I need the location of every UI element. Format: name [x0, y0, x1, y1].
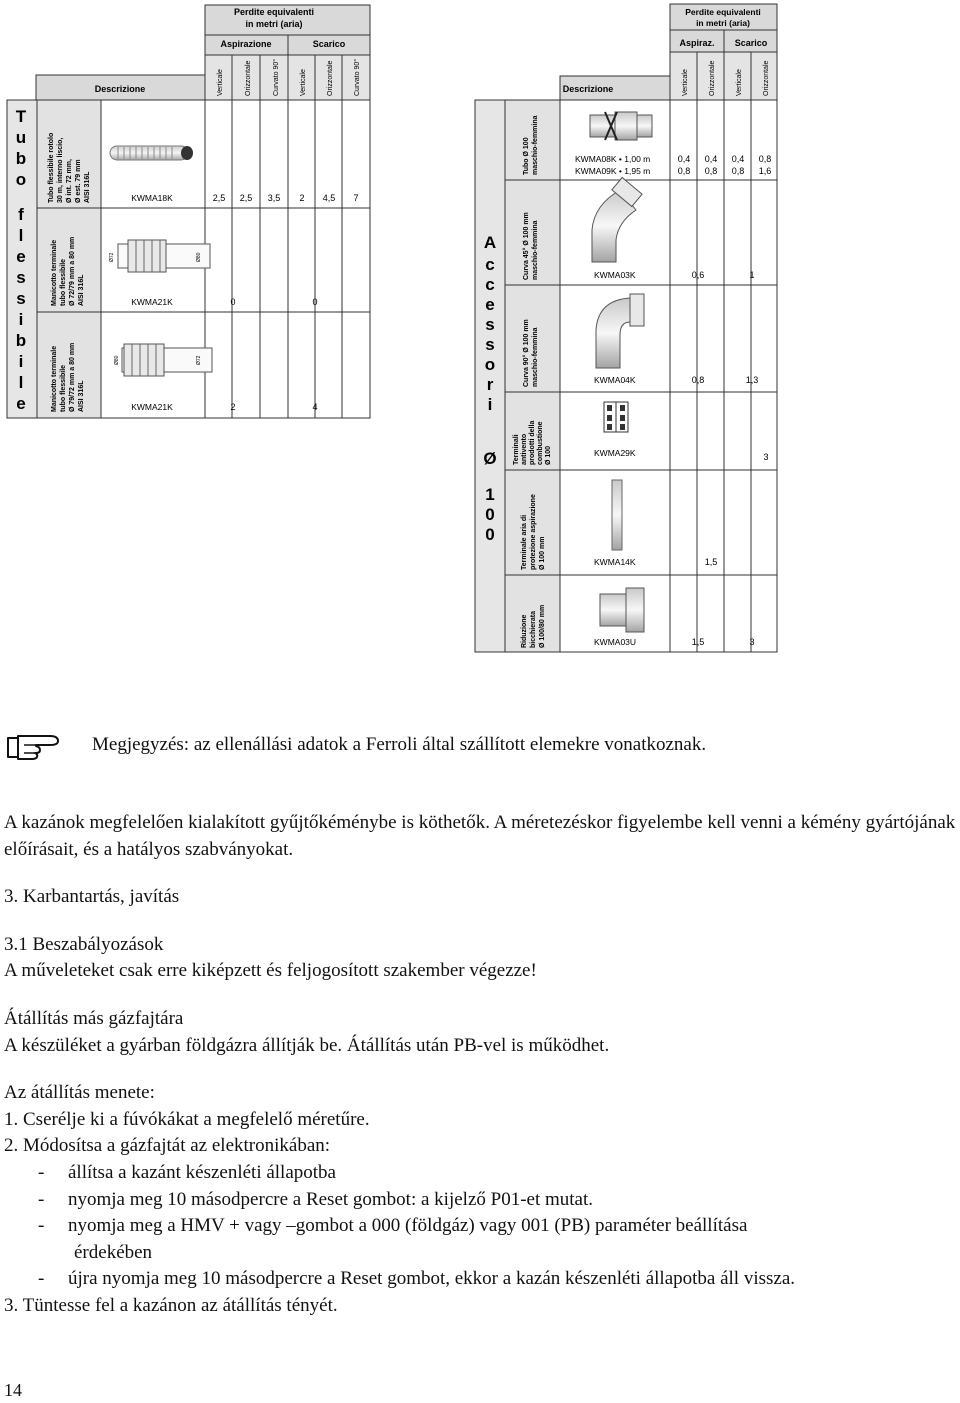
intro-paragraph: A kazánok megfelelően kialakított gyűjtőkéménybe is köthetők. A méretezéskor figyelembe kell venni a kémény gyártójának előírásait, és a hatályos szabványokat. — [4, 812, 956, 860]
air-terminal-illustration — [612, 480, 622, 550]
right-side-letter: 0 — [485, 525, 495, 544]
procedure-substep — [4, 1187, 956, 1214]
right-group-scarico: Scarico — [734, 38, 768, 48]
left-row-desc: AISI 316L — [84, 171, 91, 203]
procedure-substep — [4, 1160, 956, 1187]
left-side-letter: s — [16, 268, 26, 287]
left-side-letter: l — [18, 226, 24, 245]
section-3-1-text: A műveleteket csak erre kiképzett és feljogosított szakember végezze! — [4, 960, 537, 982]
right-row-desc: Ø 100/80 mm — [539, 604, 546, 648]
left-col-label: Curvato 90° — [273, 58, 280, 96]
left-value-cell: 2 — [230, 402, 236, 412]
right-value-cell: 1,5 — [691, 637, 705, 647]
right-value-cell: 3 — [763, 452, 769, 462]
left-side-letter: b — [15, 331, 27, 350]
dash-mark: - — [38, 1188, 45, 1210]
reducer-illustration — [600, 588, 644, 632]
right-row-code: KWMA14K — [594, 557, 636, 567]
left-value-cell: 4,5 — [322, 193, 336, 203]
right-value-cell: 1,6 — [758, 166, 772, 176]
left-row-desc: tubo flessibile — [60, 258, 67, 306]
left-side-letter: b — [15, 149, 27, 168]
section-heading-3-1: 3.1 Beszabályozások — [4, 933, 164, 955]
right-value-cell: 0,4 — [677, 154, 691, 164]
terminal-illustration — [604, 402, 628, 432]
right-value-cell: 0,8 — [677, 166, 691, 176]
right-side-letter: c — [485, 255, 495, 274]
dash-mark: - — [38, 1161, 45, 1183]
right-value-cell: 0,6 — [691, 270, 705, 280]
procedure-substep — [4, 1266, 956, 1293]
section-heading-3: 3. Karbantartás, javítás — [4, 886, 180, 908]
right-row-code: KWMA04K — [594, 375, 636, 385]
right-row-desc: Riduzione — [521, 614, 528, 648]
straight-pipe-illustration — [590, 112, 652, 140]
right-row-desc: Curva 90° Ø 100 mm — [523, 319, 530, 387]
left-side-letter: s — [16, 289, 26, 308]
sleeve-illustration — [114, 344, 212, 376]
right-side-letter: 0 — [485, 505, 495, 524]
left-value-cell: 2,5 — [212, 193, 226, 203]
right-value-cell: 3 — [749, 637, 755, 647]
left-col-label: Verticale — [300, 69, 307, 96]
right-value-cell: 0,4 — [731, 154, 745, 164]
flexible-pipe-illustration — [110, 146, 193, 160]
left-row-desc: AISI 316L — [78, 274, 85, 306]
right-header-subtitle: in metri (aria) — [696, 18, 750, 28]
procedure-substep — [4, 1213, 956, 1240]
left-header-title: Perdite equivalenti — [233, 7, 315, 17]
left-col-label: Orizzontale — [327, 60, 334, 96]
left-value-cell: 2,5 — [239, 193, 253, 203]
left-row-desc: Ø est. 79 mm — [75, 159, 82, 203]
left-group-aspirazione: Aspirazione — [220, 39, 272, 49]
right-value-cell: 0,8 — [731, 166, 745, 176]
left-side-letter: l — [18, 373, 24, 392]
left-row-desc: Manicotto terminale — [51, 345, 58, 412]
substep-continuation: érdekében — [74, 1241, 153, 1263]
left-side-letter: e — [16, 247, 26, 266]
substep-text: állítsa a kazánt készenléti állapotba — [68, 1161, 336, 1183]
substep-text: nyomja meg 10 másodpercre a Reset gombot: a kijelző P01-et mutat. — [68, 1188, 594, 1210]
left-side-letter: o — [15, 170, 27, 189]
right-row-desc: maschio-femmina — [532, 327, 539, 387]
main-text — [4, 810, 956, 1320]
right-side-letter: 1 — [485, 485, 495, 504]
right-side-letter: Ø — [483, 449, 497, 468]
dash-mark: - — [38, 1215, 45, 1237]
left-row-desc: Tubo flessibile rotolo — [48, 132, 55, 203]
left-row-desc: Ø 79/72 mm a 80 mm — [69, 342, 76, 412]
procedure-heading: Az átállítás menete: — [4, 1082, 155, 1104]
right-row-desc: Ø 100 — [545, 445, 552, 465]
substep-text: nyomja meg a HMV + vagy –gombot a 000 (földgáz) vagy 001 (PB) paraméter beállítása — [68, 1215, 748, 1237]
left-row-desc: Manicotto terminale — [51, 239, 58, 306]
dash-mark: - — [38, 1268, 45, 1290]
right-value-cell: 1 — [749, 270, 755, 280]
right-row-desc: bicchierata — [530, 611, 537, 648]
right-row-desc: combustione — [537, 421, 544, 465]
left-col-descrizione: Descrizione — [94, 84, 146, 94]
pointing-hand-icon — [4, 732, 62, 762]
left-row-code: KWMA21K — [131, 402, 173, 412]
left-col-label: Verticale — [217, 69, 224, 96]
left-group-scarico: Scarico — [312, 39, 346, 49]
left-row-desc: AISI 316L — [78, 380, 85, 412]
gas-conversion-heading: Átállítás más gázfajtára — [4, 1007, 184, 1029]
right-side-letter: i — [487, 395, 493, 414]
svg-text:Ø72: Ø72 — [196, 355, 202, 365]
right-side-letter: s — [485, 335, 495, 354]
left-col-label: Orizzontale — [245, 60, 252, 96]
right-row-code: KWMA03U — [594, 637, 637, 647]
right-group-aspiraz: Aspiraz. — [679, 38, 715, 48]
left-value-cell: 3,5 — [267, 193, 281, 203]
svg-text:Ø80: Ø80 — [196, 252, 202, 262]
left-row-code: KWMA21K — [131, 297, 173, 307]
left-side-letter: u — [15, 128, 27, 147]
right-row-desc: Terminale aria di — [521, 514, 528, 570]
right-row-desc: antivento — [521, 433, 528, 465]
left-row-desc: Ø 72/79 mm a 80 mm — [69, 236, 76, 306]
left-loss-table — [0, 0, 380, 425]
right-value-cell: 1,5 — [704, 557, 718, 567]
left-row-code: KWMA18K — [131, 193, 173, 203]
right-col-label: Verticale — [682, 69, 689, 96]
right-side-letter: A — [483, 233, 497, 252]
procedure-step: 1. Cserélje ki a fúvókákat a megfelelő méretűre. — [4, 1108, 370, 1130]
left-side-letter: e — [16, 394, 26, 413]
right-col-label: Verticale — [736, 69, 743, 96]
note — [4, 730, 954, 766]
right-side-letter: r — [486, 375, 494, 394]
substep-text: újra nyomja meg 10 másodpercre a Reset gombot, ekkor a kazán készenléti állapotba áll vissza. — [68, 1268, 796, 1290]
left-row-desc: 30 m, interno liscio, — [57, 137, 64, 203]
left-value-cell: 0 — [312, 297, 318, 307]
right-row-desc: protezione aspirazione — [530, 494, 537, 570]
right-value-cell: 1,3 — [745, 375, 759, 385]
left-value-cell: 2 — [299, 193, 305, 203]
right-row-code: KWMA09K • 1,95 m — [575, 166, 651, 176]
right-col-descrizione: Descrizione — [562, 84, 614, 94]
right-value-cell: 0,8 — [691, 375, 705, 385]
right-side-letter: e — [485, 295, 495, 314]
left-side-letter: i — [18, 310, 24, 329]
right-value-cell: 0,8 — [704, 166, 718, 176]
procedure-step: 3. Tüntesse fel a kazánon az átállítás tényét. — [4, 1294, 338, 1316]
right-loss-table — [470, 0, 790, 660]
sleeve-illustration — [109, 240, 210, 272]
right-side-letter: c — [485, 275, 495, 294]
left-value-cell: 4 — [312, 402, 318, 412]
right-value-cell: 0,8 — [758, 154, 772, 164]
gas-conversion-text: A készüléket a gyárban földgázra állítják be. Átállítás után PB-vel is működhet. — [4, 1034, 610, 1056]
right-row-desc: prodotti della — [529, 420, 536, 465]
left-col-label: Curvato 90° — [354, 58, 361, 96]
page-number: 14 — [4, 1380, 22, 1400]
procedure-step: 2. Módosítsa a gázfajtát az elektronikában: — [4, 1135, 331, 1157]
right-row-desc: Terminali — [513, 434, 520, 465]
right-header-title: Perdite equivalenti — [685, 7, 761, 17]
svg-text:Ø72: Ø72 — [109, 252, 115, 262]
right-row-code: KWMA29K — [594, 448, 636, 458]
right-side-letter: o — [484, 355, 496, 374]
right-side-letter: s — [485, 315, 495, 334]
note-text: Megjegyzés: az ellenállási adatok a Ferroli által szállított elemekre vonatkoznak. — [92, 734, 707, 755]
left-row-desc: tubo flessibile — [60, 364, 67, 412]
right-value-cell: 0,4 — [704, 154, 718, 164]
right-row-desc: maschio-femmina — [532, 115, 539, 175]
svg-text:Ø80: Ø80 — [114, 355, 120, 365]
left-side-letter: T — [15, 107, 27, 126]
right-col-label: Orizzontale — [709, 60, 716, 96]
left-value-cell: 7 — [353, 193, 359, 203]
right-row-desc: Curva 45° Ø 100 mm — [523, 212, 530, 280]
left-side-letter: i — [18, 352, 24, 371]
right-row-desc: Ø 100 mm — [539, 536, 546, 570]
right-row-desc: Tubo Ø 100 — [523, 137, 530, 175]
right-row-code: KWMA03K — [594, 270, 636, 280]
left-row-desc: Ø int. 72 mm, — [66, 159, 73, 203]
left-side-letter: f — [18, 205, 24, 224]
right-col-label: Orizzontale — [763, 60, 770, 96]
left-value-cell: 0 — [230, 297, 236, 307]
right-row-desc: maschio-femmina — [532, 220, 539, 280]
right-row-code: KWMA08K • 1,00 m — [575, 154, 651, 164]
left-header-subtitle: in metri (aria) — [245, 19, 303, 29]
